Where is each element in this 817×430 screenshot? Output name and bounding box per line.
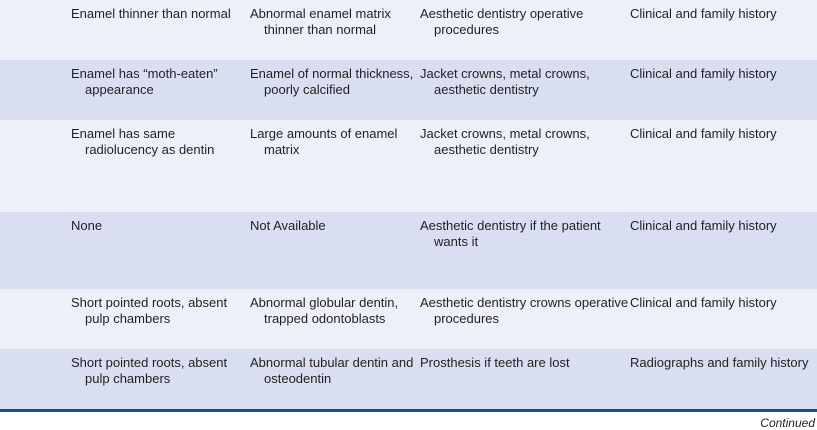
treatment-cell: Aesthetic dentistry if the patient wants it [420, 218, 601, 249]
continued-note: Continued [760, 416, 815, 430]
finding-cell: Enamel thinner than normal [71, 6, 231, 21]
finding-cell: Enamel has same radiolucency as dentin [71, 126, 215, 157]
table-row [0, 0, 817, 60]
treatment-cell: Jacket crowns, metal crowns, aesthetic dentistry [420, 126, 590, 157]
histology-cell: Not Available [250, 218, 326, 233]
diagnosis-cell: Clinical and family history [630, 126, 777, 141]
finding-cell: Short pointed roots, absent pulp chambers [71, 295, 228, 326]
table-bottom-rule [0, 409, 817, 412]
finding-cell: Short pointed roots, absent pulp chambers [71, 355, 228, 386]
table-row [0, 212, 817, 289]
table-row [0, 289, 817, 349]
histology-cell: Enamel of normal thickness, poorly calcified [250, 66, 414, 97]
table-row [0, 120, 817, 212]
table-row [0, 60, 817, 120]
treatment-cell: Prosthesis if teeth are lost [420, 355, 570, 370]
diagnosis-cell: Clinical and family history [630, 295, 777, 310]
diagnosis-cell: Clinical and family history [630, 6, 777, 21]
table-row [0, 349, 817, 409]
treatment-cell: Aesthetic dentistry crowns operative procedures [420, 295, 629, 326]
treatment-cell: Aesthetic dentistry operative procedures [420, 6, 584, 37]
histology-cell: Large amounts of enamel matrix [250, 126, 398, 157]
diagnosis-cell: Clinical and family history [630, 66, 777, 81]
treatment-cell: Jacket crowns, metal crowns, aesthetic dentistry [420, 66, 590, 97]
diagnosis-cell: Radiographs and family history [630, 355, 809, 370]
histology-cell: Abnormal globular dentin, trapped odontoblasts [250, 295, 399, 326]
histology-cell: Abnormal tubular dentin and osteodentin [250, 355, 414, 386]
finding-cell: Enamel has “moth-eaten” appearance [71, 66, 218, 97]
finding-cell: None [71, 218, 103, 233]
histology-cell: Abnormal enamel matrix thinner than normal [250, 6, 391, 37]
diagnosis-cell: Clinical and family history [630, 218, 777, 233]
